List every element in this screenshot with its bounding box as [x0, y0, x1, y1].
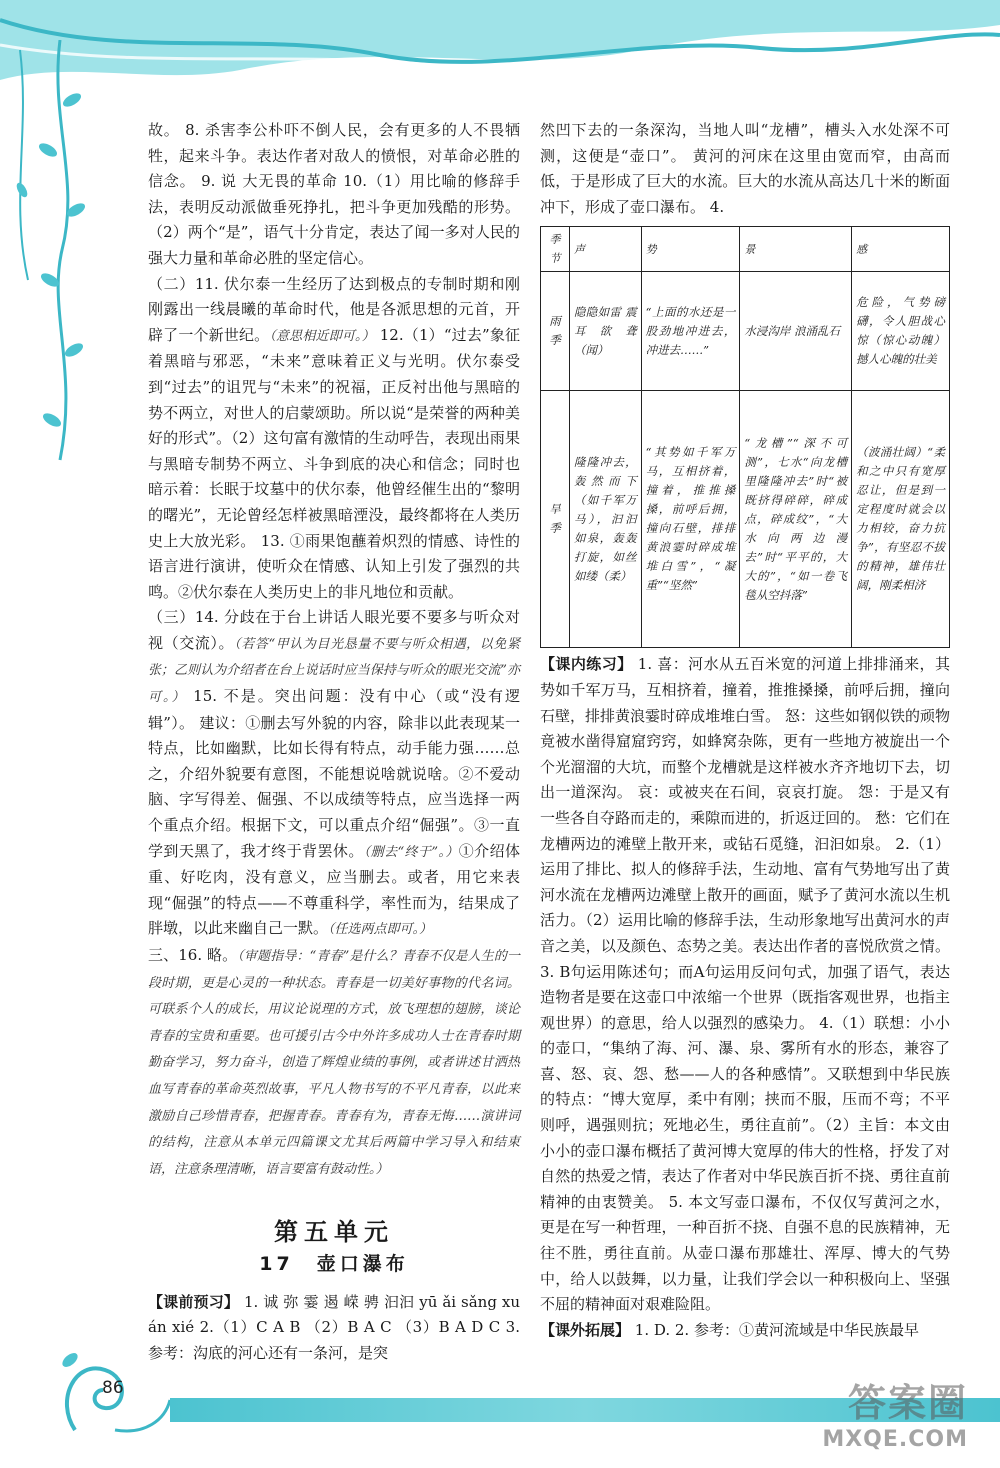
answer-note: （删去“终于”。） — [363, 844, 459, 860]
table-cell: 危险，气势磅礴，令人胆战心惊（惊心动魄）撼人心魄的壮美 — [852, 272, 950, 391]
table-header: 季节 — [541, 227, 570, 272]
answer-text: 1. D. 2. 参考：①黄河流域是中华民族最早 — [630, 1320, 919, 1339]
table-cell: “上面的水还是一股劲地冲进去，冲进去……” — [641, 272, 740, 391]
answer-note: （审题指导：“青春”是什么？青春不仅是人生的一段时期，更是心灵的一种状态。青春是一切美好事物的代名词。可联系个人的成长，用议论说理的方式，放飞理想的翅膀，谈论青春的宝贵和重要。也可援引古今中外许多成功人士在青春时期勤奋学习，努力奋斗，创造了辉煌业绩的事例，或者讲述甘洒热血写青春的革命英烈故事，平凡人物书写的不平凡青春，以此来激励自己珍惜青春，把握青春。青春有为，青春无悔……演讲词的结构，注意从本单元四篇课文尤其后两篇中学习导入和结束语，注意条理清晰，语言要富有鼓动性。） — [148, 949, 521, 1177]
watermark-line: 答案圈 — [847, 1381, 968, 1425]
answer-text: （三）14. 分歧在于台上讲话人眼光要不要多与听众对视（交流）。 — [148, 608, 520, 652]
section-tag: 【课内练习】 — [540, 655, 633, 674]
vine-decoration — [0, 40, 120, 480]
answer-text: 1. 诚 弥 霎 遏 嵘 骋 汩汩 yū ǎi sǎng xuán xié 2.（1）C A B （2）B A C （3）B A D C 3. 参考：沟底的河心还有一条河，是突 — [148, 1292, 520, 1362]
top-decorative-band — [0, 0, 1000, 95]
answer-block-3 — [148, 605, 520, 943]
table-cell: “龙槽”“深不可测”，七水“向龙槽里隆隆冲去”时“被既挤得碎碎，碎成点，碎成纹”，“大水向两边漫去”时“平平的，大大的”，“如一卷飞毯从空抖落” — [740, 391, 852, 648]
answer-note: （任选两点即可。） — [328, 922, 433, 938]
table-row — [541, 272, 950, 391]
section-tag: 【课前预习】 — [148, 1292, 240, 1311]
answer-text: 12.（1）“过去”象征着黑暗与邪恶，“未来”意味着正义与光明。伏尔泰受到“过去”的诅咒与“未来”的祝福，正反衬出他与黑暗的势不两立，对世人的启蒙颂助。所以说“是荣誉的两种美好的形式”。（2）这句富有激情的生动呼告，表现出雨果与黑暗专制势不两立、斗争到底的决心和信念；同时也暗示着：长眠于坟墓中的伏尔泰，他曾经催生出的“黎明的曙光”，无论曾经怎样被黑暗湮没，最终都将在人类历史上大放光彩。 13. ①雨果饱蘸着炽烈的情感、诗性的语言进行演讲，使听众在情感、认知上引发了强烈的共鸣。②伏尔泰在人类历史上的非凡地位和贡献。 — [148, 325, 520, 601]
table-cell: （波涌壮阔）“柔和之中只有宽厚忍让，但是到一定程度时就会以力相较，奋力抗争”，有坚忍不拔的精神，雄伟壮阔，刚柔相济 — [852, 391, 950, 648]
page-number: 86 — [102, 1378, 124, 1398]
table-cell: 隐隐如雷 震耳欲聋 （闻） — [570, 272, 642, 391]
table-header: 景 — [740, 227, 852, 272]
answer-text: ①介绍体重、好吃肉，没有意义，应当删去。或者，用它来表现“倔强”的特点——不尊重科学，率性而为，结果成了胖墩，以此来幽自己一默。 — [148, 841, 520, 938]
table-cell: 雨季 — [541, 272, 570, 391]
answer-block-1: 故。 8. 杀害李公朴吓不倒人民，会有更多的人不畏牺牲，起来斗争。表达作者对敌人的愤恨，对革命必胜的信念。 9. 说 大无畏的革命 10.（1）用比喻的修辞手法，表明反动派做垂死挣扎，把斗争更加残酷的形势。（2）两个“是”，语气十分肯定，表达了闻一多对人民的强大力量和革命必胜的坚定信心。 — [148, 121, 520, 267]
table-header: 势 — [641, 227, 740, 272]
practice-block — [540, 652, 950, 1317]
table-header-row — [541, 227, 950, 272]
answer-text: 三、16. 略。 — [148, 946, 238, 964]
table-header: 声 — [570, 227, 642, 272]
section-tag: 【课外拓展】 — [540, 1320, 631, 1339]
watermark-line: MXQE.COM — [822, 1427, 968, 1452]
table-header: 感 — [852, 227, 950, 272]
lesson-title: 17 壶口瀑布 — [259, 1252, 409, 1275]
answer-note: （意思相近即可。） — [269, 328, 375, 344]
table-row — [541, 391, 950, 648]
extension-block — [540, 1318, 950, 1344]
left-column — [148, 118, 520, 1366]
table-cell: 旱季 — [541, 391, 570, 648]
watermark — [822, 1372, 968, 1452]
table-cell: “其势如千军万马，互相挤着，撞着，推推搡搡，前呼后拥，撞向石壁，排排黄浪霎时碎成堆堆白雪”，“凝重”“坚然” — [641, 391, 740, 648]
answer-note: （若答“甲认为目光恳量不要与听众相遇，以免紧张；乙则认为介绍者在台上说话时应当保持与听众的眼光交流”亦可。） — [148, 636, 520, 706]
unit-title: 第五单元 — [274, 1218, 394, 1247]
analysis-table — [540, 226, 950, 648]
answer-block-4 — [148, 943, 520, 1182]
table-cell: 水浸沟岸 浪涌乱石 — [740, 272, 852, 391]
answer-text: （二）11. 伏尔泰一生经历了达到极点的专制时期和刚刚露出一线晨曦的革命时代，他是各派思想的元首，开辟了一个新世纪。 — [148, 274, 520, 344]
answer-text: 1. 喜：河水从五百米宽的河道上排排涌来，其势如千军万马，互相挤着，撞着，推推搡搡，前呼后拥，撞向石壁，排排黄浪霎时碎成堆堆白雪。 怒：这些如钢似铁的顽物竟被水凿得窟窟窍窍，如蜂窝杂陈，更有一些地方被旋出一个个光溜溜的大坑，而整个龙槽就是这样被水齐齐地切下去，切出一道深沟。 哀：或被夹在石间，哀哀打旋。 怨：于是又有一些各自夺路而走的，乘隙而进的，折返迂回的。 愁：它们在龙槽两边的滩壁上散开来，或钻石觅缝，汩汩如泉。 2.（1）运用了排比、拟人的修辞手法，生动地、富有气势地写出了黄河水流在龙槽两边滩壁上散开的画面，赋予了黄河水流以生机活力。（2）运用比喻的修辞手法，生动形象地写出黄河水的声音之美，以及颜色、态势之美。表达出作者的喜悦欣赏之情。 3. B句运用陈述句；而A句运用反问句式，加强了语气，表达造物者是要在这壶口中浓缩一个世界（既指客观世界，也指主观世界）的意思，给人以强烈的感染力。 4.（1）联想：小小的壶口，“集纳了海、河、瀑、泉、雾所有水的形态，兼容了喜、怒、哀、怨、愁——人的各种感情”。又联想到中华民族的特点：“博大宽厚，柔中有刚；挟而不服，压而不弯；不平则呼，遇强则抗；死地必生，勇往直前”。（2）主旨：本文由小小的壶口瀑布概括了黄河博大宽厚的伟大的性格，抒发了对自然的热爱之情，表达了作者对中华民族百折不挠、勇往直前精神的由衷赞美。 5. 本文写壶口瀑布，不仅仅写黄河之水，更是在写一种哲理，一种百折不挠、自强不息的民族精神，无往不胜，勇往直前。从壶口瀑布那雄壮、浑厚、博大的气势中，给人以鼓舞，以力量，让我们学会以一种积极向上、坚强不屈的精神面对艰难险阻。 — [540, 655, 950, 1314]
answer-text: 15. 不是。突出问题：没有中心（或“没有逻辑”）。 建议：①删去写外貌的内容，除非以此表现某一特点，比如幽默，比如长得有特点，动手能力强……总之，介绍外貌要有意图，不能想说啥就说啥。②不爱动脑、字写得差、倔强、不以成绩等特点，应当选择一两个重点介绍。根据下文，可以重点介绍“倔强”。③一直学到天黑了，我才终于背罢休。 — [148, 687, 520, 860]
preview-block — [148, 1290, 520, 1367]
answer-block-continued: 然凹下去的一条深沟，当地人叫“龙槽”，槽头入水处深不可测，这便是“壶口”。 黄河的河床在这里由宽而窄，由高而低，于是形成了巨大的水流。巨大的水流从高达几十米的断面冲下，形成了壶口瀑布。 4. — [540, 121, 950, 216]
right-column — [540, 118, 950, 1343]
table-cell: 隆隆冲去，轰然而下（如千军万马），汩汩如泉，轰轰打旋，如丝如缕（柔） — [570, 391, 642, 648]
answer-block-2 — [148, 272, 520, 606]
